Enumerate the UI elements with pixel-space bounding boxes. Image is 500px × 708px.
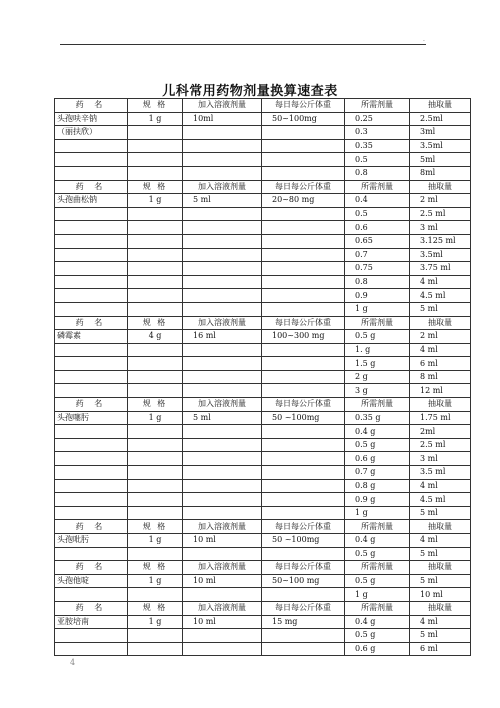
cell-vol — [183, 588, 262, 602]
cell-name: 头孢呋辛钠 — [55, 112, 128, 126]
cell-name — [55, 275, 128, 289]
corner-mark: . — [423, 36, 425, 43]
cell-name: 磷霉素 — [55, 330, 128, 344]
table-row — [55, 139, 471, 153]
cell-vol — [183, 506, 262, 520]
header-row — [55, 561, 471, 575]
cell-name — [55, 493, 128, 507]
cell-name: 药 名 — [55, 316, 128, 330]
table-row — [55, 629, 471, 643]
cell-need: 所需剂量 — [345, 601, 410, 615]
cell-vol — [183, 153, 262, 167]
cell-draw: 2.5ml — [410, 112, 471, 126]
cell-need: 0.8 — [345, 166, 410, 180]
cell-vol: 加入溶液剂量 — [183, 99, 262, 113]
cell-dose — [262, 343, 345, 357]
cell-spec: 规 格 — [128, 180, 183, 194]
cell-vol: 加入溶液剂量 — [183, 520, 262, 534]
cell-name: 药 名 — [55, 99, 128, 113]
cell-draw: 5 ml — [410, 506, 471, 520]
cell-draw: 3.75 ml — [410, 262, 471, 276]
cell-need: 0.7 — [345, 248, 410, 262]
cell-name — [55, 153, 128, 167]
table-row — [55, 452, 471, 466]
cell-draw: 5 ml — [410, 574, 471, 588]
cell-draw: 4 ml — [410, 615, 471, 629]
cell-need: 0.75 — [345, 262, 410, 276]
cell-spec: 4 g — [128, 330, 183, 344]
cell-spec — [128, 289, 183, 303]
cell-spec — [128, 588, 183, 602]
table-row — [55, 466, 471, 480]
cell-vol: 10 ml — [183, 574, 262, 588]
cell-vol — [183, 452, 262, 466]
table-row — [55, 207, 471, 221]
table-row — [55, 234, 471, 248]
cell-vol: 10 ml — [183, 615, 262, 629]
cell-dose — [262, 466, 345, 480]
cell-dose: 50 ~100mg — [262, 534, 345, 548]
cell-vol — [183, 438, 262, 452]
table-row — [55, 479, 471, 493]
cell-spec: 规 格 — [128, 99, 183, 113]
table-row — [55, 438, 471, 452]
cell-draw: 4 ml — [410, 275, 471, 289]
cell-dose — [262, 302, 345, 316]
cell-need: 0.6 g — [345, 452, 410, 466]
cell-dose: 15 mg — [262, 615, 345, 629]
cell-need: 0.5 — [345, 153, 410, 167]
table-row — [55, 615, 471, 629]
cell-draw: 3ml — [410, 126, 471, 140]
cell-draw: 4 ml — [410, 343, 471, 357]
cell-name: 药 名 — [55, 520, 128, 534]
cell-draw: 抽取量 — [410, 601, 471, 615]
cell-spec — [128, 357, 183, 371]
header-row — [55, 520, 471, 534]
cell-draw: 3.5ml — [410, 139, 471, 153]
cell-spec — [128, 126, 183, 140]
cell-need: 0.4 g — [345, 425, 410, 439]
dosage-table — [54, 98, 471, 656]
cell-draw: 4.5 ml — [410, 289, 471, 303]
cell-dose — [262, 139, 345, 153]
cell-draw: 5ml — [410, 153, 471, 167]
cell-vol — [183, 139, 262, 153]
cell-need: 0.5 — [345, 207, 410, 221]
table-row — [55, 248, 471, 262]
cell-dose — [262, 438, 345, 452]
cell-spec — [128, 370, 183, 384]
cell-spec — [128, 479, 183, 493]
table-row — [55, 547, 471, 561]
cell-need: 0.7 g — [345, 466, 410, 480]
cell-draw: 6 ml — [410, 357, 471, 371]
cell-spec: 1 g — [128, 574, 183, 588]
cell-spec — [128, 166, 183, 180]
cell-vol — [183, 302, 262, 316]
cell-name — [55, 166, 128, 180]
cell-vol — [183, 126, 262, 140]
cell-spec: 规 格 — [128, 561, 183, 575]
cell-dose: 50~100 mg — [262, 574, 345, 588]
cell-need: 0.5 g — [345, 574, 410, 588]
table-row — [55, 370, 471, 384]
cell-spec: 1 g — [128, 194, 183, 208]
cell-spec — [128, 262, 183, 276]
cell-need: 0.4 g — [345, 615, 410, 629]
cell-name — [55, 466, 128, 480]
cell-name — [55, 479, 128, 493]
cell-spec — [128, 466, 183, 480]
cell-vol — [183, 262, 262, 276]
cell-draw: 抽取量 — [410, 180, 471, 194]
cell-dose — [262, 357, 345, 371]
cell-need: 0.8 — [345, 275, 410, 289]
cell-draw: 抽取量 — [410, 99, 471, 113]
cell-need: 1 g — [345, 302, 410, 316]
cell-dose — [262, 452, 345, 466]
cell-draw: 3.125 ml — [410, 234, 471, 248]
cell-draw: 8ml — [410, 166, 471, 180]
cell-vol — [183, 343, 262, 357]
cell-vol — [183, 479, 262, 493]
cell-dose: 每日每公斤体重 — [262, 398, 345, 412]
cell-dose — [262, 370, 345, 384]
cell-spec — [128, 629, 183, 643]
cell-need: 1 g — [345, 506, 410, 520]
table-row — [55, 534, 471, 548]
cell-vol: 10ml — [183, 112, 262, 126]
cell-need: 1 g — [345, 588, 410, 602]
header-row — [55, 180, 471, 194]
table-row — [55, 642, 471, 656]
cell-spec — [128, 425, 183, 439]
cell-name: 亚胺培南 — [55, 615, 128, 629]
header-row — [55, 601, 471, 615]
cell-draw: 6 ml — [410, 642, 471, 656]
cell-vol — [183, 234, 262, 248]
cell-draw: 8 ml — [410, 370, 471, 384]
cell-need: 3 g — [345, 384, 410, 398]
cell-vol — [183, 221, 262, 235]
cell-dose: 20~80 mg — [262, 194, 345, 208]
cell-name: （丽扶欣） — [55, 126, 128, 140]
cell-name — [55, 506, 128, 520]
cell-vol: 加入溶液剂量 — [183, 316, 262, 330]
cell-need: 0.25 — [345, 112, 410, 126]
cell-vol: 16 ml — [183, 330, 262, 344]
cell-vol — [183, 370, 262, 384]
cell-vol: 5 ml — [183, 194, 262, 208]
cell-dose — [262, 126, 345, 140]
table-row — [55, 425, 471, 439]
cell-need: 0.8 g — [345, 479, 410, 493]
cell-vol — [183, 642, 262, 656]
cell-vol — [183, 166, 262, 180]
cell-dose — [262, 629, 345, 643]
table-row — [55, 357, 471, 371]
cell-name — [55, 248, 128, 262]
cell-name — [55, 452, 128, 466]
cell-name — [55, 207, 128, 221]
cell-dose: 100~300 mg — [262, 330, 345, 344]
cell-spec: 1 g — [128, 112, 183, 126]
header-row — [55, 316, 471, 330]
cell-dose — [262, 166, 345, 180]
cell-need: 0.3 — [345, 126, 410, 140]
table-row — [55, 153, 471, 167]
cell-name: 头孢噻肟 — [55, 411, 128, 425]
cell-draw: 2 ml — [410, 194, 471, 208]
cell-name — [55, 547, 128, 561]
cell-need: 1.5 g — [345, 357, 410, 371]
cell-spec — [128, 642, 183, 656]
cell-vol — [183, 275, 262, 289]
cell-spec — [128, 139, 183, 153]
cell-dose — [262, 642, 345, 656]
cell-name: 头孢吡肟 — [55, 534, 128, 548]
cell-vol: 加入溶液剂量 — [183, 180, 262, 194]
top-rule — [60, 44, 426, 45]
cell-need: 0.9 g — [345, 493, 410, 507]
table-row — [55, 302, 471, 316]
cell-dose — [262, 493, 345, 507]
cell-vol — [183, 493, 262, 507]
cell-spec: 规 格 — [128, 520, 183, 534]
cell-dose — [262, 207, 345, 221]
cell-vol — [183, 425, 262, 439]
page-number: 4 — [70, 658, 76, 667]
cell-vol — [183, 466, 262, 480]
cell-name: 头孢曲松钠 — [55, 194, 128, 208]
cell-dose — [262, 221, 345, 235]
page-title: 儿科常用药物剂量换算速查表 — [162, 84, 338, 99]
cell-name — [55, 221, 128, 235]
cell-name — [55, 425, 128, 439]
table-row — [55, 262, 471, 276]
cell-name — [55, 139, 128, 153]
cell-draw: 3.5ml — [410, 248, 471, 262]
cell-draw: 2.5 ml — [410, 207, 471, 221]
cell-spec — [128, 221, 183, 235]
cell-vol: 加入溶液剂量 — [183, 398, 262, 412]
cell-need: 0.5 g — [345, 547, 410, 561]
cell-spec — [128, 384, 183, 398]
cell-need: 0.5 g — [345, 629, 410, 643]
cell-draw: 抽取量 — [410, 316, 471, 330]
cell-name — [55, 384, 128, 398]
cell-dose — [262, 384, 345, 398]
cell-need: 0.65 — [345, 234, 410, 248]
cell-spec — [128, 302, 183, 316]
cell-spec: 1 g — [128, 534, 183, 548]
cell-name — [55, 289, 128, 303]
cell-dose — [262, 153, 345, 167]
cell-dose: 每日每公斤体重 — [262, 601, 345, 615]
cell-draw: 1.75 ml — [410, 411, 471, 425]
cell-vol — [183, 289, 262, 303]
table-row — [55, 411, 471, 425]
cell-draw: 4 ml — [410, 534, 471, 548]
cell-name — [55, 262, 128, 276]
cell-spec — [128, 153, 183, 167]
cell-vol: 加入溶液剂量 — [183, 601, 262, 615]
cell-spec — [128, 248, 183, 262]
cell-draw: 10 ml — [410, 588, 471, 602]
cell-draw: 12 ml — [410, 384, 471, 398]
cell-need: 所需剂量 — [345, 99, 410, 113]
cell-need: 0.5 g — [345, 330, 410, 344]
cell-name — [55, 234, 128, 248]
cell-need: 0.4 — [345, 194, 410, 208]
cell-need: 所需剂量 — [345, 316, 410, 330]
cell-dose: 每日每公斤体重 — [262, 180, 345, 194]
cell-need: 1. g — [345, 343, 410, 357]
cell-dose: 50 ~100mg — [262, 411, 345, 425]
table-row — [55, 506, 471, 520]
cell-need: 0.9 — [345, 289, 410, 303]
cell-draw: 3 ml — [410, 452, 471, 466]
cell-draw: 4 ml — [410, 479, 471, 493]
cell-spec — [128, 493, 183, 507]
cell-vol: 10 ml — [183, 534, 262, 548]
cell-spec — [128, 234, 183, 248]
cell-dose — [262, 234, 345, 248]
header-row — [55, 99, 471, 113]
cell-spec: 规 格 — [128, 316, 183, 330]
header-row — [55, 398, 471, 412]
cell-draw: 4.5 ml — [410, 493, 471, 507]
cell-vol: 加入溶液剂量 — [183, 561, 262, 575]
cell-draw: 2.5 ml — [410, 438, 471, 452]
cell-spec — [128, 207, 183, 221]
cell-draw: 2ml — [410, 425, 471, 439]
cell-need: 0.35 — [345, 139, 410, 153]
table-row — [55, 384, 471, 398]
cell-dose — [262, 248, 345, 262]
cell-draw: 抽取量 — [410, 398, 471, 412]
cell-name: 药 名 — [55, 561, 128, 575]
cell-name — [55, 438, 128, 452]
cell-dose: 每日每公斤体重 — [262, 99, 345, 113]
cell-dose — [262, 262, 345, 276]
cell-spec — [128, 343, 183, 357]
table-row — [55, 343, 471, 357]
cell-need: 所需剂量 — [345, 520, 410, 534]
cell-need: 所需剂量 — [345, 561, 410, 575]
cell-spec: 规 格 — [128, 398, 183, 412]
table-row — [55, 221, 471, 235]
cell-spec — [128, 438, 183, 452]
cell-need: 0.6 g — [345, 642, 410, 656]
cell-spec — [128, 547, 183, 561]
table-row — [55, 588, 471, 602]
cell-name — [55, 642, 128, 656]
cell-name: 头孢他啶 — [55, 574, 128, 588]
cell-name — [55, 588, 128, 602]
cell-dose — [262, 275, 345, 289]
table-row — [55, 194, 471, 208]
cell-need: 2 g — [345, 370, 410, 384]
table-row — [55, 330, 471, 344]
cell-dose — [262, 425, 345, 439]
cell-dose — [262, 547, 345, 561]
cell-name: 药 名 — [55, 601, 128, 615]
cell-draw: 5 ml — [410, 547, 471, 561]
cell-dose — [262, 588, 345, 602]
cell-dose: 50~100mg — [262, 112, 345, 126]
cell-draw: 5 ml — [410, 302, 471, 316]
cell-vol: 5 ml — [183, 411, 262, 425]
cell-name — [55, 629, 128, 643]
cell-name — [55, 302, 128, 316]
cell-draw: 3 ml — [410, 221, 471, 235]
table-row — [55, 112, 471, 126]
cell-dose: 每日每公斤体重 — [262, 520, 345, 534]
cell-dose: 每日每公斤体重 — [262, 561, 345, 575]
table-row — [55, 493, 471, 507]
cell-draw: 2 ml — [410, 330, 471, 344]
cell-need: 0.6 — [345, 221, 410, 235]
cell-vol — [183, 629, 262, 643]
cell-dose — [262, 506, 345, 520]
cell-spec — [128, 506, 183, 520]
table-row — [55, 574, 471, 588]
table-row — [55, 275, 471, 289]
cell-need: 所需剂量 — [345, 398, 410, 412]
table-row — [55, 289, 471, 303]
cell-spec — [128, 452, 183, 466]
cell-draw: 抽取量 — [410, 561, 471, 575]
cell-name — [55, 370, 128, 384]
cell-draw: 抽取量 — [410, 520, 471, 534]
cell-dose: 每日每公斤体重 — [262, 316, 345, 330]
cell-dose — [262, 289, 345, 303]
table-row — [55, 166, 471, 180]
cell-vol — [183, 357, 262, 371]
cell-draw: 3.5 ml — [410, 466, 471, 480]
cell-spec: 1 g — [128, 615, 183, 629]
cell-vol — [183, 248, 262, 262]
cell-draw: 5 ml — [410, 629, 471, 643]
cell-vol — [183, 207, 262, 221]
cell-vol — [183, 384, 262, 398]
cell-dose — [262, 479, 345, 493]
cell-need: 0.4 g — [345, 534, 410, 548]
cell-name: 药 名 — [55, 180, 128, 194]
cell-name — [55, 343, 128, 357]
cell-need: 0.35 g — [345, 411, 410, 425]
cell-spec: 1 g — [128, 411, 183, 425]
cell-spec — [128, 275, 183, 289]
cell-spec: 规 格 — [128, 601, 183, 615]
cell-need: 所需剂量 — [345, 180, 410, 194]
cell-name: 药 名 — [55, 398, 128, 412]
cell-vol — [183, 547, 262, 561]
cell-name — [55, 357, 128, 371]
table-row — [55, 126, 471, 140]
cell-need: 0.5 g — [345, 438, 410, 452]
